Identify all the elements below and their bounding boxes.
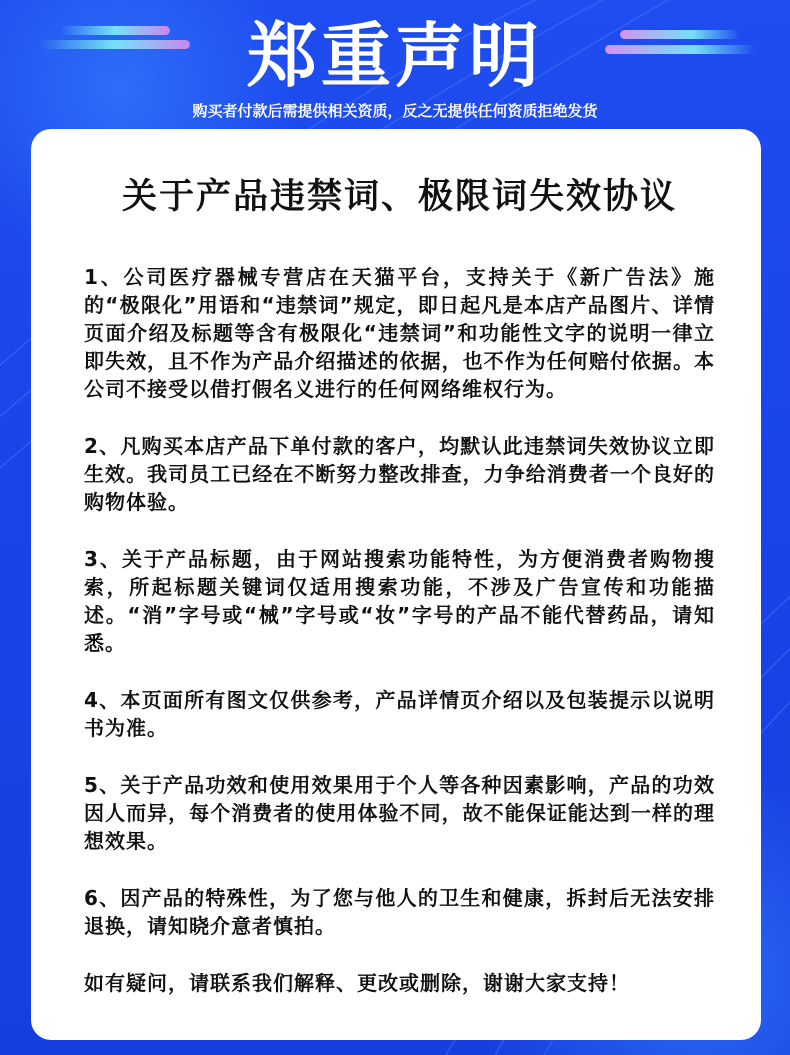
notice-paragraph-5: 5、关于产品功效和使用效果用于个人等各种因素影响，产品的功效因人而异，每个消费者的使用体验不同，故不能保证能达到一样的理想效果。 xyxy=(84,773,715,853)
notice-paragraph-4: 4、本页面所有图文仅供参考，产品详情页介绍以及包装提示以说明书为准。 xyxy=(84,688,715,740)
notice-title: 关于产品违禁词、极限词失效协议 xyxy=(121,177,677,217)
page-title: 郑重声明 xyxy=(247,15,543,97)
notice-paragraph-3: 3、关于产品标题，由于网站搜索功能特性，为方便消费者购物搜索，所起标题关键词仅适用搜索功能，不涉及广告宣传和功能描述。“消”字号或“械”字号或“妆”字号的产品不能代替药品，请知悉。 xyxy=(84,547,715,655)
notice-paragraph-1: 1、公司医疗器械专营店在天猫平台，支持关于《新广告法》施的“极限化”用语和“违禁词”规定，即日起凡是本店产品图片、详情页面介绍及标题等含有极限化“违禁词”和功能性文字的说明一律立即失效，且不作为产品介绍描述的依据，也不作为任何赔付依据。本公司不接受以借打假名义进行的任何网络维权行为。 xyxy=(84,265,715,401)
notice-body xyxy=(84,263,715,997)
notice-closing: 如有疑问，请联系我们解释、更改或删除，谢谢大家支持！ xyxy=(84,971,630,995)
page-subtitle: 购买者付款后需提供相关资质，反之无提供任何资质拒绝发货 xyxy=(192,102,598,120)
notice-paragraph-6: 6、因产品的特殊性，为了您与他人的卫生和健康，拆封后无法安排退换，请知晓介意者慎拍。 xyxy=(84,886,715,938)
notice-card xyxy=(31,129,761,1040)
notice-paragraph-2: 2、凡购买本店产品下单付款的客户，均默认此违禁词失效协议立即生效。我司员工已经在不断努力整改排查，力争给消费者一个良好的购物体验。 xyxy=(84,434,715,514)
